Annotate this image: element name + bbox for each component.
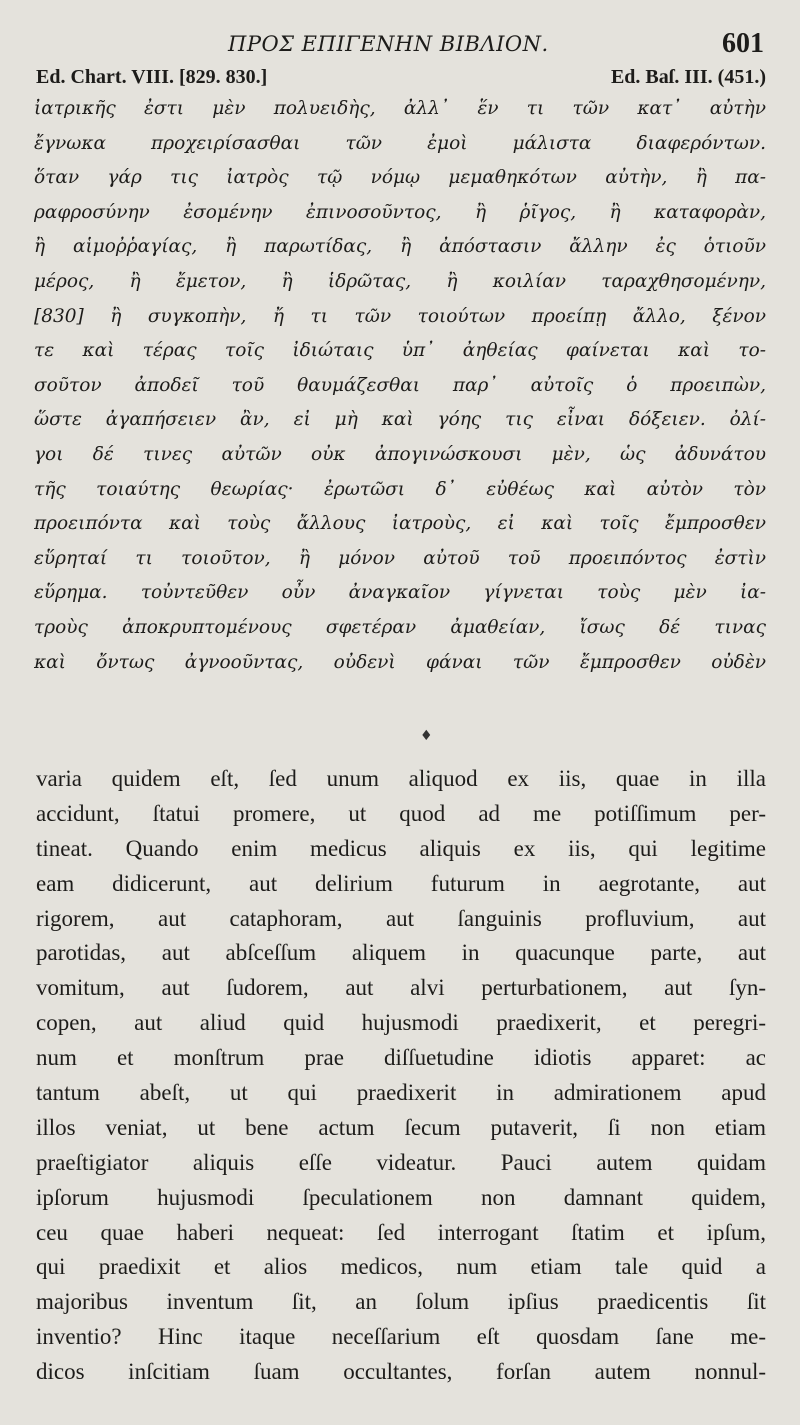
edition-reference-chartier: Ed. Chart. VIII. [829. 830.] <box>36 66 268 88</box>
latin-line: qui praedixit et alios medicos, num etiam tale quid a <box>36 1254 766 1280</box>
greek-line: τῆς τοιαύτης θεωρίας· ἐρωτῶσι δ᾽ εὐθέως καὶ αὐτὸν τὸν <box>34 478 766 500</box>
greek-line: εὕρημα. τοὐντεῦθεν οὖν ἀναγκαῖον γίγνεται τοὺς μὲν ἰα- <box>34 582 766 604</box>
latin-line: accidunt, ſtatui promere, ut quod ad me potiſſimum per- <box>36 800 766 826</box>
section-ornament-icon: ♦ <box>420 728 433 744</box>
greek-line: προειπόντα καὶ τοὺς ἄλλους ἰατροὺς, εἰ καὶ τοῖς ἔμπροσθεν <box>34 513 766 535</box>
latin-line: illos veniat, ut bene actum ſecum putaverit, ſi non etiam <box>36 1114 766 1140</box>
greek-line: τε καὶ τέρας τοῖς ἰδιώταις ὑπ᾽ ἀηθείας φαίνεται καὶ το- <box>34 340 766 362</box>
running-title: ΠΡΟΣ ΕΠΙΓΕΝΗΝ ΒΙΒΛΙΟΝ. <box>228 32 549 56</box>
greek-line: εὕρηταί τι τοιοῦτον, ἢ μόνον αὐτοῦ τοῦ προειπόντος ἐστὶν <box>34 547 766 569</box>
latin-line: ceu quae haberi nequeat: ſed interrogant ſtatim et ipſum, <box>36 1219 766 1245</box>
greek-line: ἰατρικῆς ἐστι μὲν πολυειδὴς, ἀλλ᾽ ἕν τι τῶν κατ᾽ αὐτὴν <box>34 98 766 119</box>
greek-line: [830] ἢ συγκοπὴν, ἤ τι τῶν τοιούτων προείπῃ ἄλλο, ξένον <box>34 305 766 327</box>
latin-line: tantum abeſt, ut qui praedixerit in admirationem apud <box>36 1080 766 1106</box>
latin-line: inventio? Hinc itaque neceſſarium eſt quosdam ſane me- <box>36 1324 766 1350</box>
edition-reference-basel: Ed. Baſ. III. (451.) <box>610 66 766 88</box>
greek-line: τροὺς ἀποκρυπτομένους σφετέραν ἀμαθείαν, ἴσως δέ τινας <box>34 616 766 638</box>
latin-line: num et monſtrum prae diſſuetudine idiotis apparet: ac <box>36 1045 766 1071</box>
greek-line: ὥστε ἀγαπήσειεν ἂν, εἰ μὴ καὶ γόης τις εἶναι δόξειεν. ὀλί- <box>34 409 766 431</box>
latin-line: eam didicerunt, aut delirium futurum in aegrotante, aut <box>36 870 766 896</box>
greek-line: γοι δέ τινες αὐτῶν οὐκ ἀπογινώσκουσι μὲν, ὡς ἀδυνάτου <box>34 443 766 465</box>
latin-line: dicos inſcitiam ſuam occultantes, forſan autem nonnul- <box>36 1359 766 1385</box>
greek-line: ραφροσύνην ἐσομένην ἐπινοσοῦντος, ἢ ῥῖγος, ἢ καταφορὰν, <box>34 201 766 223</box>
greek-line: καὶ ὄντως ἀγνοοῦντας, οὐδενὶ φάναι τῶν ἔμπροσθεν οὐδὲν <box>34 651 766 673</box>
greek-text-block <box>34 92 766 680</box>
latin-text-block <box>36 762 766 1390</box>
latin-line: varia quidem eſt, ſed unum aliquod ex iis, quae in illa <box>36 766 766 791</box>
page-number: 601 <box>722 28 764 59</box>
latin-line: copen, aut aliud quid hujusmodi praedixerit, et peregri- <box>36 1010 766 1036</box>
greek-line: ὅταν γάρ τις ἰατρὸς τῷ νόμῳ μεμαθηκότων αὐτὴν, ἢ πα- <box>34 167 766 189</box>
greek-line: ἔγνωκα προχειρίσασθαι τῶν ἐμοὶ μάλιστα διαφερόντων. <box>34 132 766 154</box>
edition-reference-line <box>36 66 766 94</box>
greek-line: ἢ αἱμοῤῥαγίας, ἢ παρωτίδας, ἢ ἀπόστασιν ἄλλην ἐς ὁτιοῦν <box>34 236 766 258</box>
latin-line: parotidas, aut abſceſſum aliquem in quacunque parte, aut <box>36 940 766 966</box>
latin-line: vomitum, aut ſudorem, aut alvi perturbationem, aut ſyn- <box>36 975 766 1001</box>
running-head <box>0 28 800 68</box>
latin-line: rigorem, aut cataphoram, aut ſanguinis profluvium, aut <box>36 905 766 931</box>
latin-line: majoribus inventum ſit, an ſolum ipſius praedicentis ſit <box>36 1289 766 1315</box>
latin-line: praeſtigiator aliquis eſſe videatur. Pauci autem quidam <box>36 1149 766 1175</box>
greek-line: σοῦτον ἀποδεῖ τοῦ θαυμάζεσθαι παρ᾽ αὐτοῖς ὁ προειπὼν, <box>34 374 766 396</box>
greek-line: μέρος, ἢ ἔμετον, ἢ ἱδρῶτας, ἢ κοιλίαν ταραχθησομένην, <box>34 270 766 292</box>
latin-line: ipſorum hujusmodi ſpeculationem non damnant quidem, <box>36 1184 766 1210</box>
latin-line: tineat. Quando enim medicus aliquis ex iis, qui legitime <box>36 835 766 861</box>
